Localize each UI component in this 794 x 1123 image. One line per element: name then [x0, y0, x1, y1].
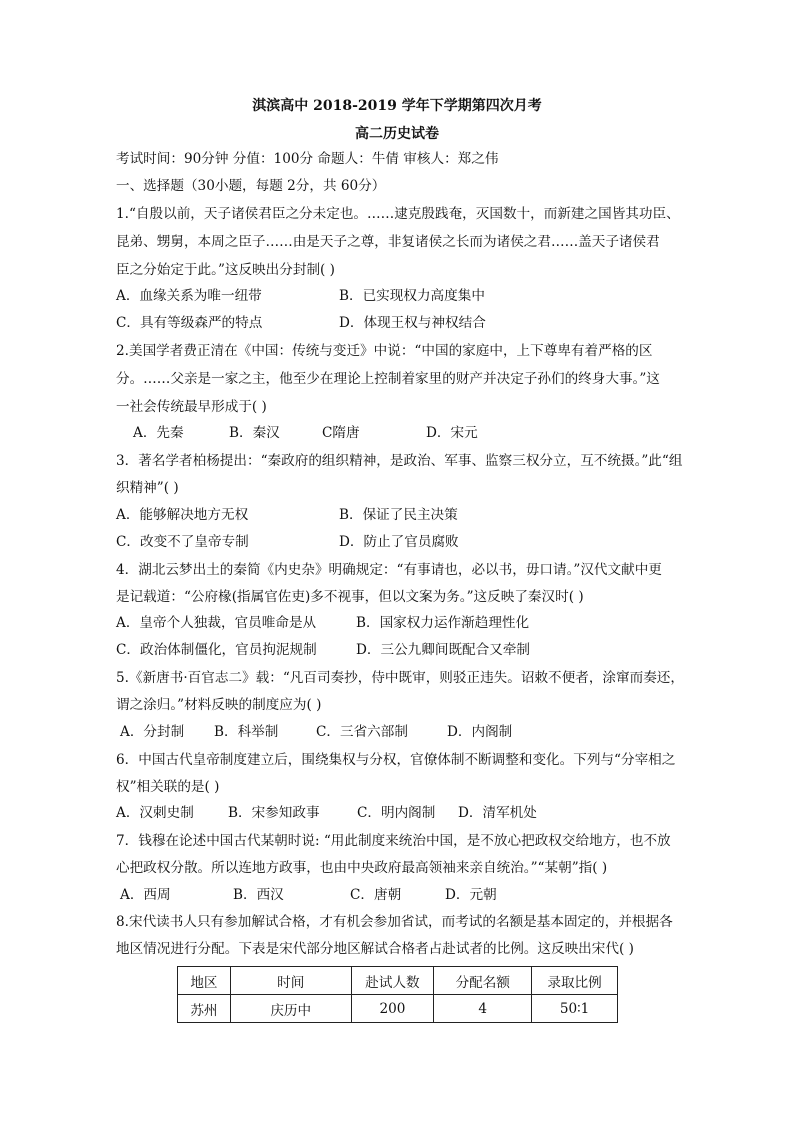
exam-subtitle: 高二历史试卷 [355, 126, 439, 142]
option-d[interactable]: D．防止了官员腐败 [339, 534, 459, 550]
question-text-line: 地区情况进行分配。下表是宋代部分地区解试合格者占赴试者的比例。这反映出宋代( ) [116, 941, 634, 957]
question-text-line: 5.《新唐书·百官志二》载：“凡百司奏抄，侍中既审，则驳正违失。诏敕不便者，涂窜而奏还， [116, 670, 684, 686]
question-text-line: 4．湖北云梦出土的秦简《内史杂》明确规定：“有事请也，必以书，毋口请。”汉代文献中更 [116, 562, 662, 578]
option-a[interactable]: A．血缘关系为唯一纽带 [116, 288, 262, 304]
question-text-line: 臣之分始定于此。”这反映出分封制( ) [116, 262, 335, 278]
option-a[interactable]: A．汉刺史制 [116, 805, 194, 821]
table-row [178, 995, 618, 1023]
option-a[interactable]: A．分封制 [120, 724, 185, 740]
table-header-cell: 时间 [230, 967, 351, 995]
question-text-line: 是记载道：“公府椽(指属官佐吏)多不视事，但以文案为务。”这反映了秦汉时( ) [116, 589, 584, 605]
exam-info: 考试时间：90分钟 分值：100分 命题人：牛倩 审核人：郑之伟 [116, 151, 499, 167]
table-header-cell: 分配名额 [434, 967, 532, 995]
option-d[interactable]: D．清军机处 [458, 805, 537, 821]
option-b[interactable]: B．宋参知政事 [228, 805, 320, 821]
option-c[interactable]: C．三省六部制 [316, 724, 408, 740]
option-c[interactable]: C．政治体制僵化，官员拘泥规制 [116, 642, 317, 658]
question-text-line: 6．中国古代皇帝制度建立后，围绕集权与分权，官僚体制不断调整和变化。下列与“分宰相之 [116, 752, 676, 768]
option-c[interactable]: C隋唐 [322, 425, 360, 441]
table-header-cell: 录取比例 [532, 967, 618, 995]
table-cell: 50∶1 [532, 995, 618, 1023]
option-b[interactable]: B．国家权力运作渐趋理性化 [356, 615, 530, 631]
exam-ratio-table [177, 966, 618, 1023]
option-d[interactable]: D．元朝 [445, 887, 497, 903]
option-d[interactable]: D．内阁制 [447, 724, 513, 740]
question-text-line: 心把政权分散。所以连地方政事，也由中央政府最高领袖来亲自统治。”“某朝”指( ) [116, 860, 608, 876]
option-b[interactable]: B．科举制 [214, 724, 279, 740]
question-text-line: 3．著名学者柏杨提出：“秦政府的组织精神，是政治、军事、监察三权分立，互不统摄。”此“组 [116, 453, 683, 469]
question-text-line: 昆弟、甥舅，本周之臣子……由是天子之尊，非复诸侯之长而为诸侯之君……盖天子诸侯君 [116, 234, 660, 250]
question-text-line: 分。……父亲是一家之主，他至少在理论上控制着家里的财产并决定子孙们的终身大事。”这 [116, 371, 660, 387]
option-b[interactable]: B．西汉 [233, 887, 284, 903]
question-text-line: 2.美国学者费正清在《中国：传统与变迁》中说：“中国的家庭中，上下尊卑有着严格的区 [116, 343, 653, 359]
option-b[interactable]: B．已实现权力高度集中 [339, 288, 485, 304]
option-d[interactable]: D．宋元 [426, 425, 478, 441]
question-text-line: 一社会传统最早形成于( ) [116, 399, 267, 415]
option-c[interactable]: C．改变不了皇帝专制 [116, 534, 249, 550]
table-cell: 4 [434, 995, 532, 1023]
option-d[interactable]: D．体现王权与神权结合 [339, 315, 486, 331]
option-a[interactable]: A．皇帝个人独裁，官员唯命是从 [116, 615, 317, 631]
question-text-line: 权”相关联的是( ) [116, 779, 220, 795]
table-header-row [178, 967, 618, 995]
table-cell: 苏州 [178, 995, 231, 1023]
option-a[interactable]: A．西周 [120, 887, 171, 903]
question-text-line: 1.“自殷以前，天子诸侯君臣之分未定也。……逮克殷践奄，灭国数十，而新建之国皆其功臣、 [116, 206, 680, 222]
option-c[interactable]: C．明内阁制 [357, 805, 436, 821]
option-c[interactable]: C．具有等级森严的特点 [116, 315, 263, 331]
question-text-line: 7．钱穆在论述中国古代某朝时说: “用此制度来统治中国，是不放心把政权交给地方，也不放 [116, 833, 671, 849]
question-text-line: 8.宋代读书人只有参加解试合格，才有机会参加省试，而考试的名额是基本固定的，并根据各 [116, 914, 673, 930]
option-b[interactable]: B．秦汉 [229, 425, 280, 441]
table-cell: 庆历中 [230, 995, 351, 1023]
question-text-line: 谓之涂归。”材料反映的制度应为( ) [116, 697, 322, 713]
option-d[interactable]: D．三公九卿间既配合又牵制 [356, 642, 531, 658]
exam-title: 淇滨高中 2018-2019 学年下学期第四次月考 [252, 98, 542, 114]
option-a[interactable]: A．先秦 [133, 425, 184, 441]
option-c[interactable]: C．唐朝 [350, 887, 402, 903]
question-text-line: 织精神”( ) [116, 480, 179, 496]
table-header-cell: 地区 [178, 967, 231, 995]
option-b[interactable]: B．保证了民主决策 [339, 507, 458, 523]
option-a[interactable]: A．能够解决地方无权 [116, 507, 249, 523]
table-cell: 200 [351, 995, 434, 1023]
section-heading: 一、选择题（30小题，每题 2分，共 60分） [116, 178, 386, 194]
table-header-cell: 赴试人数 [351, 967, 434, 995]
